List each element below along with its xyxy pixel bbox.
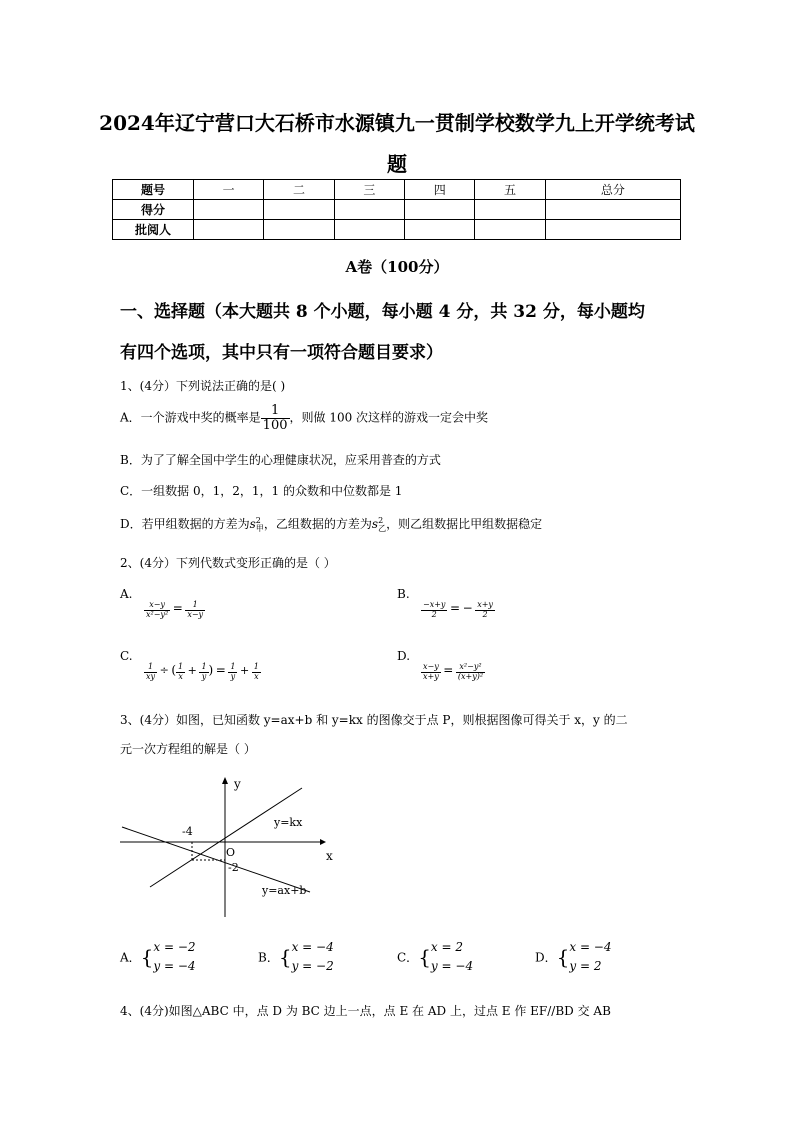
fraction-denominator: x²−y²	[146, 609, 169, 619]
section-a-heading: A卷（100分）	[345, 258, 449, 276]
option-label: D．	[535, 950, 557, 965]
fraction	[421, 601, 447, 619]
equation-system	[153, 938, 195, 976]
brace-icon: {	[140, 945, 154, 970]
q1-stem: 1、(4分）下列说法正确的是( )	[120, 379, 286, 393]
score-cell[interactable]	[475, 220, 545, 240]
q3-option-d[interactable]	[535, 938, 612, 976]
option-label: A．	[120, 950, 141, 965]
minus-sign: −	[462, 601, 473, 615]
q2-b-formula	[421, 601, 495, 619]
fraction	[456, 663, 485, 681]
fraction-numerator: 1	[144, 663, 157, 672]
q1-d-text-end: ，则乙组数据比甲组数据稳定	[386, 517, 543, 531]
fraction	[176, 663, 185, 681]
q3-option-c[interactable]	[397, 938, 473, 976]
exam-title-line2: 题	[387, 152, 407, 176]
score-row-label: 批阅人	[113, 220, 194, 240]
fraction	[199, 663, 208, 681]
fraction-numerator: 1	[201, 662, 207, 672]
q3-stem-line2: 元一次方程组的解是（ ）	[120, 742, 256, 756]
q2-option-c[interactable]	[120, 649, 261, 681]
divide-sign: ÷	[159, 664, 169, 677]
fraction-denominator: y	[201, 671, 207, 681]
score-cell[interactable]	[405, 200, 475, 220]
equals-sign: =	[215, 663, 226, 677]
score-table-header-cell: 题号	[113, 180, 194, 200]
equation-x: x = −2	[153, 940, 196, 954]
equation-x: x = 2	[430, 940, 464, 954]
brace-icon: {	[418, 945, 431, 970]
subscript: 甲	[255, 524, 264, 534]
paren-open: (	[171, 663, 177, 677]
equals-sign: =	[172, 601, 183, 615]
option-label: C．	[397, 950, 419, 965]
score-table-header-cell: 三	[334, 180, 404, 200]
line-label-ax-b: y=ax+b	[262, 884, 307, 897]
fraction-numerator: 1	[178, 662, 184, 672]
tick-label-minus2: -2	[228, 861, 239, 874]
equation-y: y = −4	[153, 959, 196, 974]
q1-option-d[interactable]	[120, 515, 542, 534]
fraction-denominator: x+y	[423, 671, 439, 681]
score-table-header-cell: 四	[405, 180, 475, 200]
fraction-denominator: x	[178, 671, 183, 681]
equation-x: x = −4	[569, 940, 612, 954]
superscript: 2	[378, 516, 384, 525]
equals-sign: =	[443, 663, 454, 677]
score-cell[interactable]	[264, 200, 334, 220]
fraction	[421, 663, 441, 681]
fraction-denominator: xy	[146, 671, 156, 681]
fraction	[475, 601, 495, 619]
fraction	[261, 404, 290, 432]
score-cell[interactable]	[405, 220, 475, 240]
x-axis-arrow	[320, 839, 326, 845]
score-cell[interactable]	[194, 220, 264, 240]
q2-c-formula	[144, 663, 261, 681]
fraction-numerator: 1	[253, 662, 259, 672]
exam-title-line1: 2024年辽宁营口大石桥市水源镇九一贯制学校数学九上开学统考试	[99, 111, 695, 135]
score-cell[interactable]	[264, 220, 334, 240]
fraction-denominator: 2	[482, 609, 488, 619]
line-label-kx: y=kx	[274, 816, 303, 829]
score-table-header-cell: 二	[264, 180, 334, 200]
option-label: D.	[397, 649, 411, 663]
line-y-kx	[150, 788, 302, 887]
origin-label: O	[226, 846, 236, 859]
q2-option-d[interactable]	[397, 649, 485, 681]
plus-sign: +	[240, 664, 250, 677]
fraction	[185, 601, 205, 619]
q2-stem: 2、(4分）下列代数式变形正确的是（ ）	[120, 556, 336, 570]
part1-heading-line2: 有四个选项，其中只有一项符合题目要求）	[120, 343, 443, 363]
fraction-denominator: y	[230, 671, 236, 681]
score-cell[interactable]	[475, 200, 545, 220]
fraction-numerator: x²−y²	[456, 663, 485, 672]
fraction-denominator: 2	[431, 609, 437, 619]
score-table	[112, 179, 681, 240]
y-axis-label: y	[234, 777, 241, 791]
fraction	[228, 663, 237, 681]
brace-icon: {	[556, 945, 570, 970]
score-table-row	[113, 200, 681, 220]
fraction-numerator: x−y	[144, 601, 170, 610]
q1-d-text-mid: ，乙组数据的方差为	[263, 517, 372, 531]
option-label: A.	[120, 587, 133, 601]
superscript: 2	[255, 516, 261, 525]
fraction-denominator: 100	[262, 417, 288, 433]
q1-option-a[interactable]	[120, 404, 488, 432]
fraction-numerator: −x+y	[423, 600, 446, 610]
fraction-numerator: x+y	[477, 600, 493, 610]
score-cell[interactable]	[334, 220, 404, 240]
score-row-label: 得分	[113, 200, 194, 220]
paren-close: )	[208, 663, 214, 677]
q1-a-text-end: ，则做 100 次这样的游戏一定会中奖	[289, 410, 489, 425]
score-table-header-row	[113, 180, 681, 200]
option-label: B．	[258, 950, 279, 965]
score-cell[interactable]	[545, 220, 680, 240]
fraction-numerator: 1	[261, 404, 290, 419]
equation-system	[292, 938, 334, 976]
q3-option-a[interactable]	[120, 938, 196, 976]
subscript: 乙	[378, 524, 387, 534]
q4-stem: 4、(4分)如图△ABC 中，点 D 为 BC 边上一点，点 E 在 AD 上，过点 E 作 EF//BD 交 AB	[120, 1004, 611, 1018]
score-cell[interactable]	[194, 200, 264, 220]
q1-a-text: A．一个游戏中奖的概率是	[120, 410, 261, 425]
q2-d-formula	[421, 663, 485, 681]
equation-system	[569, 938, 611, 976]
equation-y: y = −4	[430, 959, 474, 974]
q2-a-formula	[144, 601, 205, 619]
option-label: B.	[397, 587, 410, 601]
tick-label-minus4: -4	[182, 825, 193, 838]
equals-sign: =	[449, 601, 461, 615]
fraction-numerator: x−y	[423, 662, 439, 672]
equation-x: x = −4	[291, 940, 334, 954]
variance-symbol: s	[249, 517, 256, 531]
score-table-row	[113, 220, 681, 240]
fraction-denominator: x−y	[187, 609, 204, 619]
q1-option-c[interactable]: C．一组数据 0，1，2，1，1 的众数和中位数都是 1	[120, 484, 403, 498]
fraction	[144, 601, 170, 619]
q1-option-b[interactable]: B．为了了解全国中学生的心理健康状况，应采用普查的方式	[120, 453, 441, 467]
q2-option-b[interactable]	[397, 587, 495, 619]
score-cell[interactable]	[545, 200, 680, 220]
q2-option-a[interactable]	[120, 587, 205, 619]
x-axis-label: x	[326, 849, 333, 863]
part1-heading-line1: 一、选择题（本大题共 8 个小题，每小题 4 分，共 32 分，每小题均	[120, 302, 645, 322]
equation-system	[431, 938, 473, 976]
equation-y: y = 2	[569, 959, 602, 974]
q3-stem-line1: 3、(4分）如图，已知函数 y=ax+b 和 y=kx 的图像交于点 P，则根据图像可得关于 x，y 的二	[120, 713, 628, 727]
fraction	[144, 663, 157, 681]
brace-icon: {	[278, 945, 292, 970]
option-label: C.	[120, 649, 133, 663]
equation-y: y = −2	[291, 959, 334, 974]
fraction-denominator: x	[254, 671, 259, 681]
q3-option-b[interactable]	[258, 938, 334, 976]
score-cell[interactable]	[334, 200, 404, 220]
fraction-numerator: 1	[230, 662, 236, 672]
plus-sign: +	[187, 664, 197, 677]
q3-function-graph	[110, 772, 350, 922]
score-table-header-cell: 五	[475, 180, 545, 200]
score-table-header-cell: 总分	[545, 180, 680, 200]
fraction	[252, 663, 261, 681]
q1-d-text: D．若甲组数据的方差为	[120, 517, 250, 531]
y-axis-arrow	[222, 777, 228, 784]
score-table-header-cell: 一	[194, 180, 264, 200]
fraction-numerator: 1	[185, 601, 205, 610]
variance-symbol: s	[371, 517, 379, 531]
fraction-denominator: (x+y)²	[457, 671, 484, 681]
